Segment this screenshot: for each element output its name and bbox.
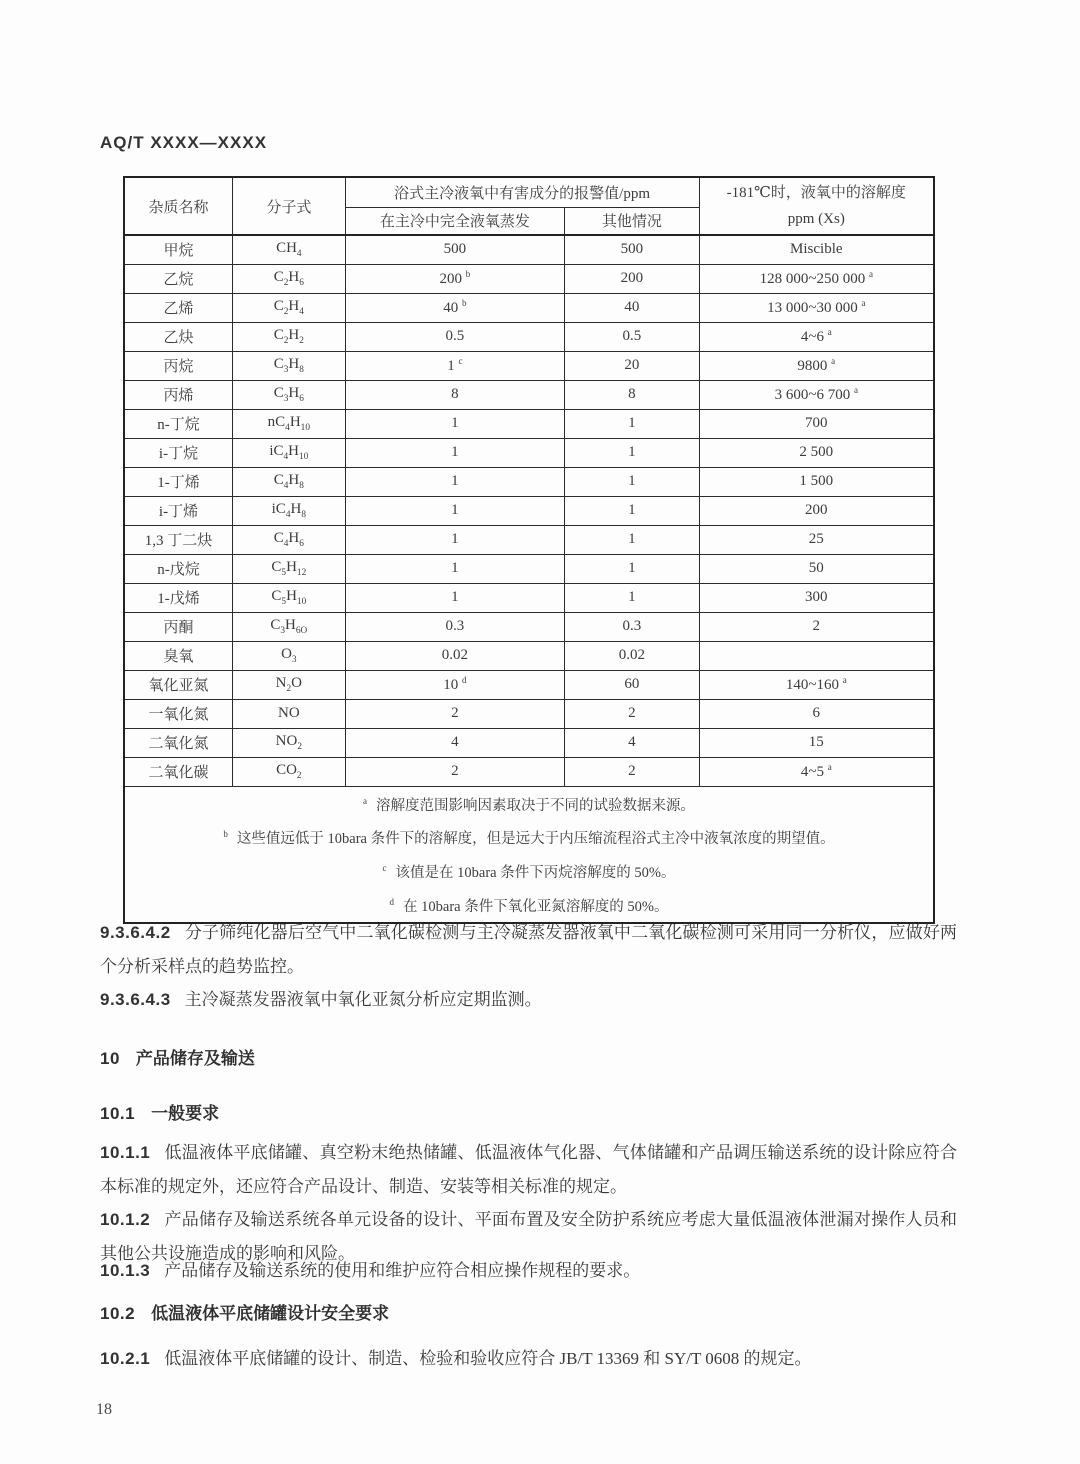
table-row xyxy=(124,293,934,322)
impurity-name-cell: 乙烯 xyxy=(124,293,233,322)
formula-cell: $C_2H_2$ xyxy=(233,322,346,351)
solubility-cell: 4~6 $^a$ xyxy=(699,322,934,351)
table-row xyxy=(124,496,934,525)
alarm-full-evap-cell: 1 xyxy=(345,583,565,612)
impurity-name-cell: n-丁烷 xyxy=(124,409,233,438)
solubility-cell: 128 000~250 000 $^a$ xyxy=(699,264,934,293)
impurity-name-cell: 丙烷 xyxy=(124,351,233,380)
footnote-b: $^b$ 这些值远低于 10bara 条件下的溶解度，但是远大于内压缩流程浴式主冷中液氧浓度的期望值。 xyxy=(223,829,835,848)
footnote-d: $^d$ 在 10bara 条件下氧化亚氮溶解度的 50%。 xyxy=(389,896,669,915)
alarm-other-cell: 1 xyxy=(565,409,699,438)
clause-number: 10.1.2 xyxy=(100,1210,151,1229)
alarm-other-cell: 200 xyxy=(565,264,699,293)
impurity-name-cell: 丙酮 xyxy=(124,612,233,641)
table-row xyxy=(124,583,934,612)
footnote-cell xyxy=(124,786,934,923)
formula-cell: $C_3H_6$ xyxy=(233,380,346,409)
alarm-full-evap-cell: 1 xyxy=(345,438,565,467)
impurity-name-cell: 1-丁烯 xyxy=(124,467,233,496)
formula-cell: $C_5H_{12}$ xyxy=(233,554,346,583)
clause-text: 低温液体平底储罐、真空粉末绝热储罐、低温液体气化器、气体储罐和产品调压输送系统的设计除应符合本标准的规定外，还应符合产品设计、制造、安装等相关标准的规定。 xyxy=(100,1143,957,1196)
solubility-cell: 15 xyxy=(699,728,934,757)
clause-9-3-6-4-3 xyxy=(100,983,957,1017)
impurity-table xyxy=(123,176,935,924)
solubility-cell: 25 xyxy=(699,525,934,554)
heading-text: 低温液体平底储罐设计安全要求 xyxy=(151,1304,390,1323)
formula-cell: $nC_4H_{10}$ xyxy=(233,409,346,438)
table-row xyxy=(124,670,934,699)
alarm-full-evap-cell: 1 xyxy=(345,525,565,554)
formula-cell: $C_2H_6$ xyxy=(233,264,346,293)
header-impurity-name: 杂质名称 xyxy=(124,177,233,235)
solubility-cell: 4~5 $^a$ xyxy=(699,757,934,786)
alarm-other-cell: 2 xyxy=(565,699,699,728)
impurity-name-cell: 二氧化碳 xyxy=(124,757,233,786)
table-row xyxy=(124,467,934,496)
heading-10-2 xyxy=(100,1297,957,1331)
header-solubility xyxy=(699,177,934,235)
clause-number: 10.1.1 xyxy=(100,1143,151,1162)
solubility-cell: 300 xyxy=(699,583,934,612)
impurity-table-footnotes xyxy=(124,786,934,923)
header-alarm-full-evap: 在主冷中完全液氧蒸发 xyxy=(345,207,565,235)
formula-cell: $C_3H_{6O}$ xyxy=(233,612,346,641)
alarm-other-cell: 1 xyxy=(565,496,699,525)
impurity-name-cell: i-丁烯 xyxy=(124,496,233,525)
formula-cell: $N_2O$ xyxy=(233,670,346,699)
alarm-other-cell: 0.3 xyxy=(565,612,699,641)
impurity-name-cell: 乙炔 xyxy=(124,322,233,351)
heading-number: 10 xyxy=(100,1049,120,1068)
clause-10-1-1 xyxy=(100,1136,957,1204)
alarm-full-evap-cell: 1 xyxy=(345,467,565,496)
table-row xyxy=(124,351,934,380)
header-solubility-line1: -181℃时，液氧中的溶解度 xyxy=(726,184,906,201)
alarm-full-evap-cell: 8 xyxy=(345,380,565,409)
formula-cell: $CO_2$ xyxy=(233,757,346,786)
clause-number: 9.3.6.4.3 xyxy=(100,990,171,1009)
clause-number: 9.3.6.4.2 xyxy=(100,923,171,942)
formula-cell: $iC_4H_8$ xyxy=(233,496,346,525)
solubility-cell: 13 000~30 000 $^a$ xyxy=(699,293,934,322)
footnote-marker: b xyxy=(223,829,228,840)
table-row xyxy=(124,612,934,641)
formula-cell: $CH_4$ xyxy=(233,235,346,264)
alarm-full-evap-cell: 1 xyxy=(345,554,565,583)
table-row xyxy=(124,641,934,670)
alarm-other-cell: 1 xyxy=(565,554,699,583)
heading-number: 10.2 xyxy=(100,1304,136,1323)
alarm-full-evap-cell: 4 xyxy=(345,728,565,757)
header-alarm-group: 浴式主冷液氧中有害成分的报警值/ppm xyxy=(345,177,699,207)
alarm-full-evap-cell: 0.5 xyxy=(345,322,565,351)
heading-10-1 xyxy=(100,1097,957,1131)
impurity-name-cell: 一氧化氮 xyxy=(124,699,233,728)
alarm-other-cell: 2 xyxy=(565,757,699,786)
formula-cell: $C_4H_8$ xyxy=(233,467,346,496)
table-row xyxy=(124,409,934,438)
footnote-c: $^c$ 该值是在 10bara 条件下丙烷溶解度的 50%。 xyxy=(382,863,676,881)
footnote-marker: c xyxy=(382,863,387,874)
formula-cell: NO xyxy=(233,699,346,728)
formula-cell: $C_3H_8$ xyxy=(233,351,346,380)
clause-text: 产品储存及输送系统的使用和维护应符合相应操作规程的要求。 xyxy=(164,1261,641,1280)
impurity-name-cell: 丙烯 xyxy=(124,380,233,409)
heading-10 xyxy=(100,1042,957,1076)
clause-number: 10.2.1 xyxy=(100,1349,151,1368)
formula-cell: $O_3$ xyxy=(233,641,346,670)
formula-cell: $iC_4H_{10}$ xyxy=(233,438,346,467)
solubility-cell: Miscible xyxy=(699,235,934,264)
alarm-full-evap-cell: 2 xyxy=(345,757,565,786)
header-solubility-line2: ppm (Xs) xyxy=(787,211,845,227)
alarm-full-evap-cell: 40 $^b$ xyxy=(345,293,565,322)
solubility-cell: 1 500 xyxy=(699,467,934,496)
clause-text: 产品储存及输送系统各单元设备的设计、平面布置及安全防护系统应考虑大量低温液体泄漏对操作人员和其他公共设施造成的影响和风险。 xyxy=(100,1210,957,1263)
footnote-marker: d xyxy=(389,896,395,907)
alarm-other-cell: 1 xyxy=(565,467,699,496)
impurity-table-container xyxy=(123,176,935,924)
table-row xyxy=(124,235,934,264)
impurity-name-cell: 1,3 丁二炔 xyxy=(124,525,233,554)
clause-text: 分子筛纯化器后空气中二氧化碳检测与主冷凝蒸发器液氧中二氧化碳检测可采用同一分析仪，应做好两个分析采样点的趋势监控。 xyxy=(100,923,957,976)
alarm-other-cell: 0.5 xyxy=(565,322,699,351)
solubility-cell: 6 xyxy=(699,699,934,728)
table-row xyxy=(124,728,934,757)
alarm-other-cell: 1 xyxy=(565,583,699,612)
impurity-name-cell: i-丁烷 xyxy=(124,438,233,467)
alarm-other-cell: 1 xyxy=(565,525,699,554)
formula-cell: $C_4H_6$ xyxy=(233,525,346,554)
alarm-other-cell: 8 xyxy=(565,380,699,409)
clause-text: 主冷凝蒸发器液氧中氧化亚氮分析应定期监测。 xyxy=(184,990,542,1009)
table-row xyxy=(124,525,934,554)
alarm-other-cell: 20 xyxy=(565,351,699,380)
table-row xyxy=(124,438,934,467)
alarm-full-evap-cell: 10 $^d$ xyxy=(345,670,565,699)
alarm-other-cell: 60 xyxy=(565,670,699,699)
alarm-other-cell: 500 xyxy=(565,235,699,264)
table-row xyxy=(124,380,934,409)
doc-code: AQ/T XXXX—XXXX xyxy=(100,133,268,152)
alarm-full-evap-cell: 0.3 xyxy=(345,612,565,641)
heading-text: 一般要求 xyxy=(151,1104,220,1123)
solubility-cell: 3 600~6 700 $^a$ xyxy=(699,380,934,409)
alarm-full-evap-cell: 500 xyxy=(345,235,565,264)
alarm-full-evap-cell: 2 xyxy=(345,699,565,728)
page-number: 18 xyxy=(96,1401,112,1418)
table-row xyxy=(124,699,934,728)
header-alarm-other: 其他情况 xyxy=(565,207,699,235)
clause-9-3-6-4-2 xyxy=(100,916,957,984)
footnote-a: $^a$ 溶解度范围影响因素取决于不同的试验数据来源。 xyxy=(363,795,695,814)
impurity-name-cell: 乙烷 xyxy=(124,264,233,293)
heading-number: 10.1 xyxy=(100,1104,136,1123)
footnote-row xyxy=(124,786,934,923)
alarm-other-cell: 0.02 xyxy=(565,641,699,670)
footnote-marker: a xyxy=(363,795,367,806)
alarm-other-cell: 4 xyxy=(565,728,699,757)
solubility-cell: 200 xyxy=(699,496,934,525)
impurity-name-cell: n-戊烷 xyxy=(124,554,233,583)
table-row xyxy=(124,264,934,293)
alarm-other-cell: 1 xyxy=(565,438,699,467)
impurity-table-body xyxy=(124,235,934,786)
clause-10-1-3 xyxy=(100,1254,957,1288)
formula-cell: $NO_2$ xyxy=(233,728,346,757)
impurity-table-header xyxy=(124,177,934,235)
solubility-cell: 700 xyxy=(699,409,934,438)
alarm-other-cell: 40 xyxy=(565,293,699,322)
alarm-full-evap-cell: 1 xyxy=(345,409,565,438)
formula-cell: $C_2H_4$ xyxy=(233,293,346,322)
solubility-cell: 140~160 $^a$ xyxy=(699,670,934,699)
impurity-name-cell: 甲烷 xyxy=(124,235,233,264)
table-row xyxy=(124,554,934,583)
clause-text: 低温液体平底储罐的设计、制造、检验和验收应符合 JB/T 13369 和 SY/T 0608 的规定。 xyxy=(164,1349,812,1368)
alarm-full-evap-cell: 0.02 xyxy=(345,641,565,670)
alarm-full-evap-cell: 1 $^c$ xyxy=(345,351,565,380)
formula-cell: $C_5H_{10}$ xyxy=(233,583,346,612)
solubility-cell: 2 500 xyxy=(699,438,934,467)
alarm-full-evap-cell: 1 xyxy=(345,496,565,525)
solubility-cell: 9800 $^a$ xyxy=(699,351,934,380)
solubility-cell: 2 xyxy=(699,612,934,641)
solubility-cell: 50 xyxy=(699,554,934,583)
header-formula: 分子式 xyxy=(233,177,346,235)
impurity-name-cell: 臭氧 xyxy=(124,641,233,670)
table-row xyxy=(124,757,934,786)
impurity-name-cell: 二氧化氮 xyxy=(124,728,233,757)
table-row xyxy=(124,322,934,351)
clause-10-2-1 xyxy=(100,1342,957,1376)
clause-number: 10.1.3 xyxy=(100,1261,151,1280)
alarm-full-evap-cell: 200 $^b$ xyxy=(345,264,565,293)
impurity-name-cell: 氧化亚氮 xyxy=(124,670,233,699)
impurity-name-cell: 1-戊烯 xyxy=(124,583,233,612)
heading-text: 产品储存及输送 xyxy=(135,1049,255,1068)
solubility-cell xyxy=(699,641,934,670)
